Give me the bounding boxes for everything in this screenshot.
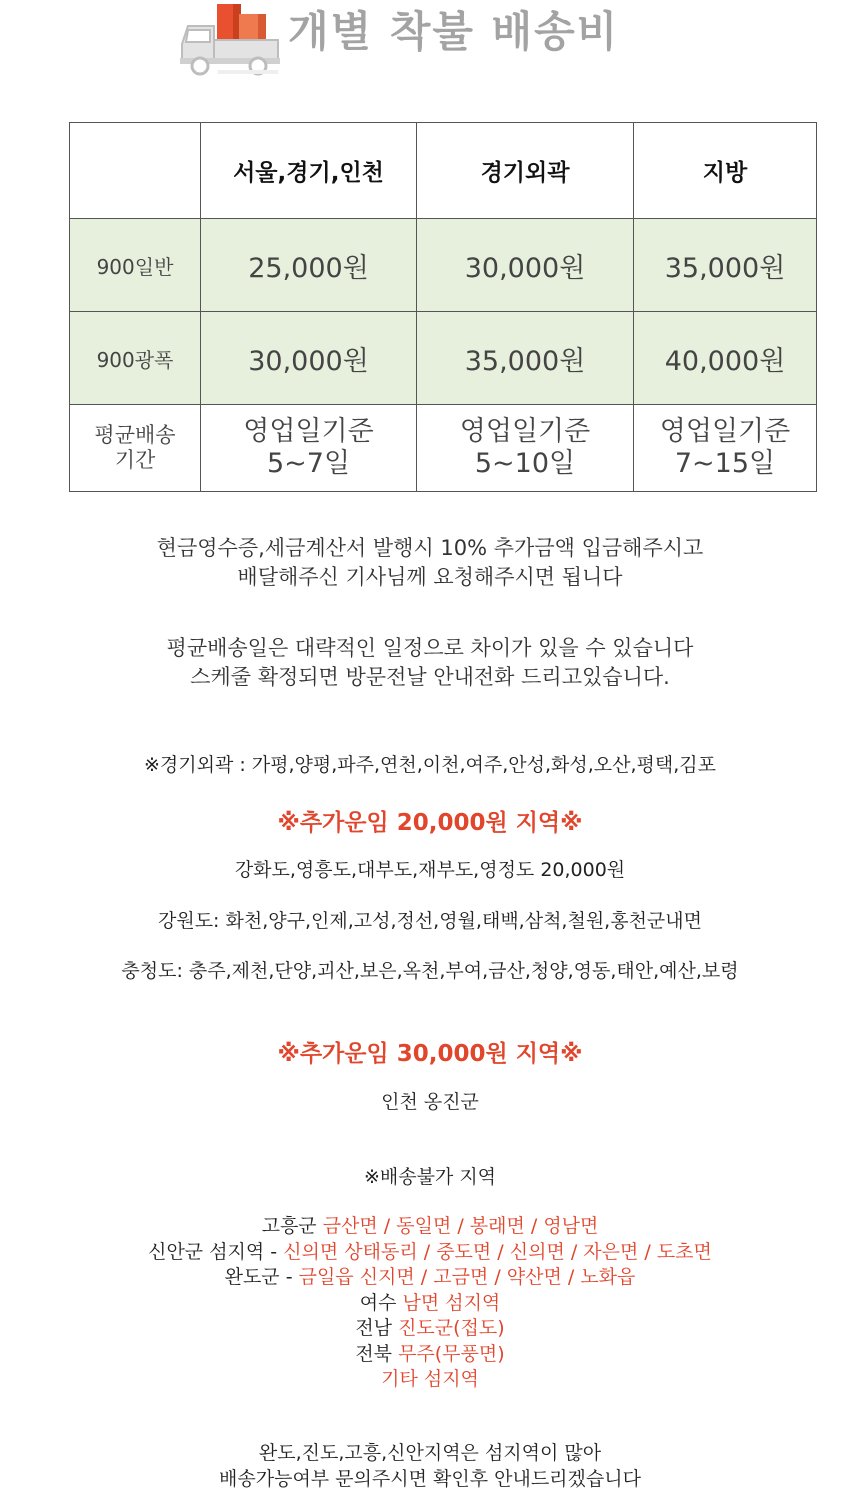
no-delivery-title: ※배송불가 지역	[363, 1166, 497, 1188]
region-value: 기타 섬지역	[381, 1368, 479, 1390]
shipping-fee-table	[69, 122, 817, 492]
page-header	[178, 0, 698, 80]
extra-fee-20000-gangwon: 강원도: 화천,양구,인제,고성,정선,영월,태백,삼척,철원,홍천군내면	[157, 910, 702, 932]
extra-fee-30000-title: ※추가운임 30,000원 지역※	[277, 1041, 583, 1067]
delivery-basis: 영업일기준	[243, 415, 374, 447]
table-header-row	[70, 123, 817, 219]
row-label-line: 기간	[114, 448, 156, 472]
price-cell: 40,000원	[634, 312, 817, 405]
extra-fee-20000-title: ※추가운임 20,000원 지역※	[277, 810, 583, 836]
no-delivery-list	[0, 1214, 860, 1393]
row-label-900-regular: 900일반	[70, 219, 201, 312]
notice-line: 현금영수증,세금계산서 발행시 10% 추가금액 입금해주시고	[156, 536, 704, 560]
notice-line: 완도,진도,고흥,신안지역은 섬지역이 많아	[258, 1442, 602, 1464]
list-item	[0, 1342, 860, 1368]
extra-fee-20000-chungcheong: 충청도: 충주,제천,단양,괴산,보은,옥천,부여,금산,청양,영동,태안,예산,보령	[121, 960, 739, 982]
region-value: 신의면 상태동리 / 중도면 / 신의면 / 자은면 / 도초면	[283, 1240, 712, 1263]
table-header-seoul: 서울,경기,인천	[201, 123, 417, 219]
delivery-period-cell	[201, 405, 417, 492]
price-cell: 30,000원	[417, 219, 634, 312]
price-cell: 35,000원	[417, 312, 634, 405]
table-row	[70, 219, 817, 312]
region-label: 고흥군	[261, 1215, 323, 1237]
delivery-period-cell	[417, 405, 634, 492]
list-item	[0, 1265, 860, 1291]
list-item	[0, 1316, 860, 1342]
schedule-notice	[0, 634, 860, 692]
extra-fee-20000-islands: 강화도,영흥도,대부도,재부도,영정도 20,000원	[234, 859, 626, 881]
table-header-empty	[70, 123, 201, 219]
region-value: 금산면 / 동일면 / 봉래면 / 영남면	[322, 1215, 599, 1237]
region-label: 신안군 섬지역 -	[148, 1240, 284, 1263]
region-label: 여수	[359, 1291, 403, 1314]
delivery-truck-icon	[178, 0, 284, 80]
list-item	[0, 1367, 860, 1393]
region-label: 전남	[355, 1317, 399, 1339]
price-cell: 25,000원	[201, 219, 417, 312]
region-value: 진도군(접도)	[398, 1317, 505, 1339]
notice-line: 배송가능여부 문의주시면 확인후 안내드리겠습니다	[219, 1467, 641, 1490]
notice-line: 스케줄 확정되면 방문전날 안내전화 드리고있습니다.	[190, 665, 670, 689]
delivery-days: 7~15일	[674, 448, 776, 479]
table-row-delivery-period	[70, 405, 817, 492]
region-label: 전북	[355, 1342, 399, 1365]
table-row	[70, 312, 817, 405]
region-value: 남면 섬지역	[402, 1291, 501, 1314]
row-label-delivery-period	[70, 405, 201, 492]
delivery-days: 5~7일	[266, 448, 351, 479]
receipt-notice	[0, 534, 860, 592]
price-cell: 30,000원	[201, 312, 417, 405]
region-value: 금일읍 신지면 / 고금면 / 약산면 / 노화읍	[298, 1266, 636, 1288]
list-item	[0, 1291, 860, 1317]
notice-line: 평균배송일은 대략적인 일정으로 차이가 있을 수 있습니다	[166, 636, 694, 660]
list-item	[0, 1214, 860, 1240]
price-cell: 35,000원	[634, 219, 817, 312]
delivery-period-cell	[634, 405, 817, 492]
island-inquiry-notice	[0, 1441, 860, 1492]
table-header-provinces: 지방	[634, 123, 817, 219]
region-value: 무주(무풍면)	[398, 1342, 505, 1365]
extra-fee-30000-region: 인천 옹진군	[381, 1091, 479, 1113]
page-title: 개별 착불 배송비	[288, 7, 620, 56]
list-item	[0, 1240, 860, 1266]
region-label: 완도군 -	[224, 1266, 299, 1288]
notice-line: 배달해주신 기사님께 요청해주시면 됩니다	[237, 565, 623, 589]
delivery-basis: 영업일기준	[659, 415, 791, 447]
row-label-line: 평균배송	[94, 422, 176, 447]
outskirts-list: ※경기외곽 : 가평,양평,파주,연천,이천,여주,안성,화성,오산,평택,김포	[143, 754, 716, 776]
table-header-outskirts: 경기외곽	[417, 123, 634, 219]
delivery-basis: 영업일기준	[459, 415, 591, 447]
row-label-900-wide: 900광폭	[70, 312, 201, 405]
delivery-days: 5~10일	[474, 448, 576, 479]
